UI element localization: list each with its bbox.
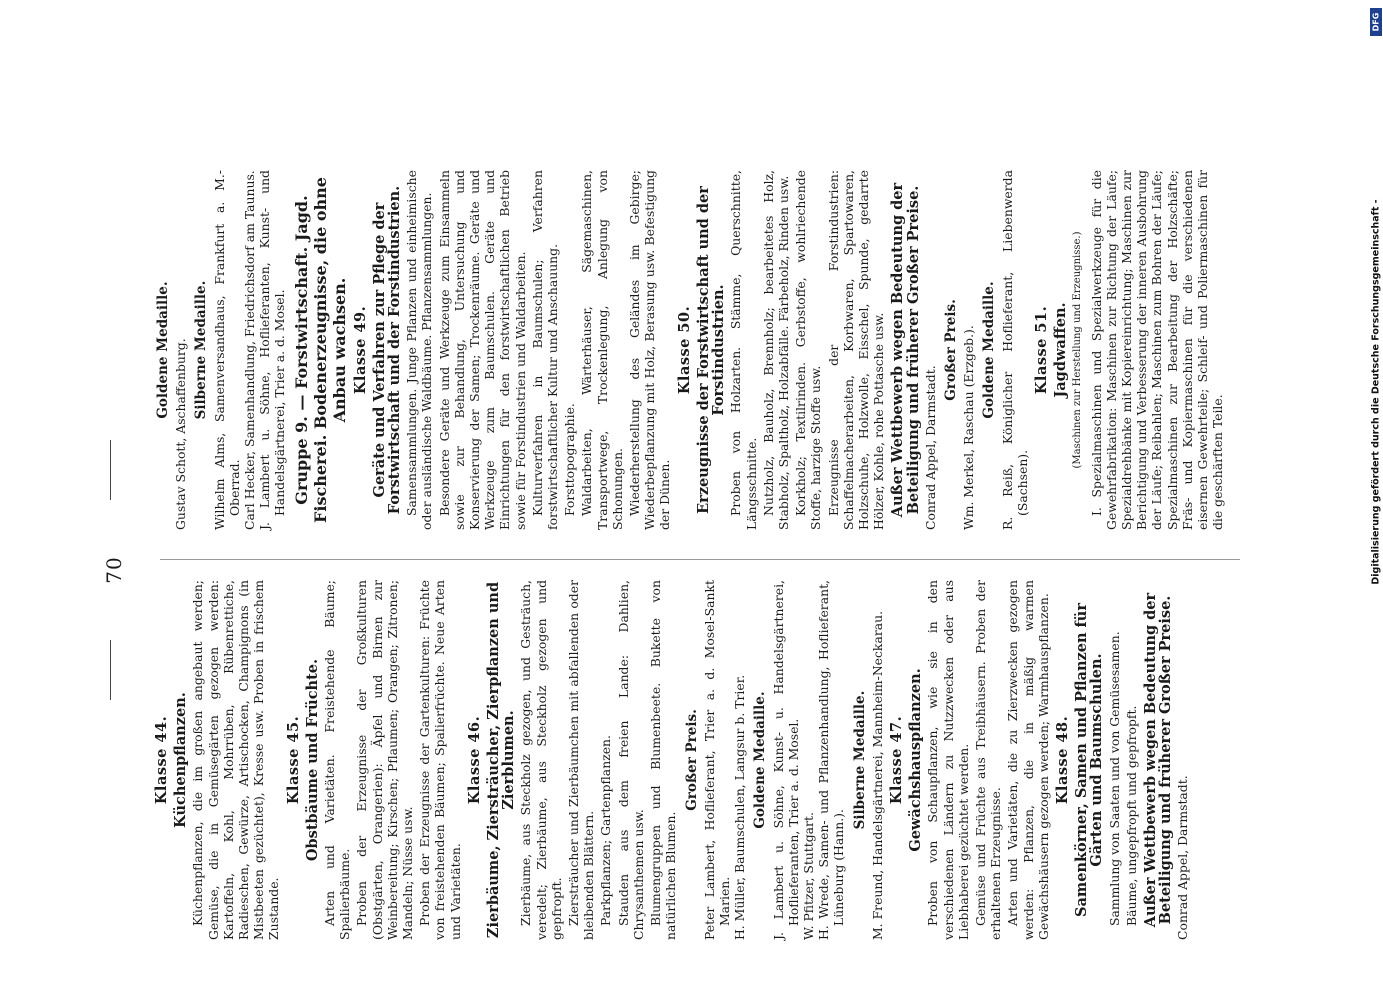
- paragraph: Stauden aus dem freien Lande: Dahlien, Chrysanthemen usw.: [615, 580, 646, 940]
- paragraph: Erzeugnisse der Forstindustrien: Schaffelmacherarbeiten, Korbwaren, Spartowaren, Holzschuhe, Holzwolle, Eisschel, Spunde, gedarrte Hölzer, Kohle, rohe Pottasche usw.: [825, 170, 887, 530]
- page-number: 70: [102, 556, 126, 584]
- award-heading: Goldene Medaille.: [981, 281, 998, 419]
- paragraph: Kulturverfahren in Baumschulen; Verfahren forstwirtschaftlicher Kultur und Anschauung.: [529, 170, 561, 530]
- award-winner: Gustav Schott, Aschaffenburg.: [173, 338, 189, 530]
- award-winner: Wm. Merkel, Raschau (Erzgeb.).: [961, 325, 977, 530]
- section-title: Jagdwaffen.: [1052, 302, 1070, 398]
- paragraph: Wiederherstellung des Geländes im Gebirge; Wiederbepflanzung mit Holz, Berasung usw. Befestigung der Dünen.: [627, 170, 673, 530]
- column-divider: [160, 559, 1240, 560]
- section-title: Zierbäume, Ziersträucher, Zierpflanzen und Zierblumen.: [485, 581, 518, 939]
- award-winner: Conrad Appel, Darmstadt.: [1175, 775, 1191, 940]
- class-heading: Klasse 49.: [351, 305, 369, 395]
- section-title: Geräte und Verfahren zur Pflege der Forstwirtschaft und der Forstindustrien.: [370, 185, 404, 515]
- paragraph: Proben von Schaupflanzen, wie sie in den verschiedenen Ländern zu Nutzzwecken oder aus Liebhaberei gezüchtet werden.: [925, 580, 971, 940]
- award-winner: H. Wrede, Samen- und Pflanzenhandlung, Hoflieferant, Lüneburg (Hann.).: [816, 580, 847, 940]
- paragraph: Nutzholz, Bauholz, Brennholz; bearbeitetes Holz, Stabholz, Spaltholz, Holzabfälle. Färbeholz, Rinden usw.: [760, 170, 791, 530]
- section-title: Gewächshauspflanzen.: [907, 668, 925, 852]
- right-text-column: [150, 170, 1227, 530]
- award-heading: Silberne Medaille.: [193, 280, 210, 420]
- award-winner: Conrad Appel, Darmstadt.: [922, 365, 938, 530]
- paragraph: Küchenpflanzen, die im großen angebaut werden; Gemüse, die in Gemüsegärten gezogen werden: Kartoffeln, Kohl, Mohrrüben, Rübenrettiche, Radieschen, Gewürze, Artischocken, Champignons (in Mistbeeten gezüchtet), Kresse usw. Proben in frischem Zustande.: [190, 580, 282, 940]
- paragraph: Sammlung von Saaten und von Gemüsesamen.: [1106, 631, 1122, 926]
- class-heading: Klasse 48.: [1053, 715, 1071, 805]
- section-title: Außer Wettbewerb wegen Bedeutung der Beteiligung und früherer Großer Preise.: [1141, 592, 1175, 928]
- dfg-logo: DFG: [1370, 8, 1382, 36]
- award-winner: Peter Lambert, Hoflieferant, Trier a. d. Mosel-Sankt Marien.: [701, 580, 732, 940]
- class-heading: Klasse 46.: [465, 715, 483, 805]
- paragraph: Arten und Varietäten, die zu Zierzwecken gezogen werden: Pflanzen, die in mäßig warmen Gewächshäusern gezogen werden; Warmhauspflanzen.: [1005, 580, 1051, 940]
- class-heading: Klasse 45.: [284, 715, 302, 805]
- paragraph: Besondere Geräte und Werkzeuge zum Einsammeln sowie zur Behandlung, Untersuchung und Konservierung der Samen; Trockenräume. Geräte und Werkzeuge zum Baumschulen. Geräte und Einrichtungen für den forstwirtschaftlichen Betrieb sowie für Forstindustrien und Waldarbeiten.: [436, 170, 528, 530]
- paragraph: Bäume, ungepfropft und gepfropft.: [1123, 705, 1139, 926]
- paragraph: Parkpflanzen; Gartenpflanzen.: [598, 735, 614, 926]
- paragraph: Zierbäume, aus Steckholz gezogen, und Gesträuch, veredelt; Zierbäume, aus Steckholz gezogen und gepfropft.: [518, 580, 564, 940]
- award-heading: Silberne Medaille.: [851, 690, 868, 830]
- award-heading: Goldene Medaille.: [752, 691, 769, 829]
- class-heading: Klasse 50.: [675, 305, 693, 395]
- award-winner: R. Reiß, Königlicher Hoflieferant, Liebenwerda (Sachsen).: [999, 170, 1030, 530]
- section-title: Außer Wettbewerb wegen Bedeutung der Beteiligung und früherer Großer Preise.: [889, 182, 922, 518]
- paragraph: I. Spezialmaschinen und Spezialwerkzeuge für die Gewehrfabrikation: Maschinen zur Richtung der Läufe; Spezialdrehbänke mit Kopiereinrichtung; Maschinen zur Berichtigung und Verbesserung der inneren Ausbohrung der Läufe; Reibahlen; Maschinen zum Bohren der Läufe; Spezialmaschinen zur Bearbeitung der Holzschäfte; Fräs- und Kopiermaschinen für die verschiedenen eisernen Gewehrteile; Schleif- und Poliermaschinen für die geschärften Teile.: [1088, 170, 1226, 530]
- paragraph: Ziersträucher und Zierbäumchen mit abfallenden oder bleibenden Blättern.: [566, 580, 597, 940]
- award-winner: J. Lambert u. Söhne, Kunst- u. Handelsgärtnerei, Hoflieferanten, Trier a. d. Mosel.: [770, 580, 801, 940]
- section-title: Küchenpflanzen.: [172, 692, 190, 828]
- paragraph: Gemüse und Früchte aus Treibhäusern. Proben der erhaltenen Erzeugnisse.: [972, 580, 1004, 940]
- section-title: Erzeugnisse der Forstwirtschaft und der Forstindustrien.: [694, 186, 728, 514]
- paragraph: Samensammlungen. Junge Pflanzen und einheimische oder ausländische Waldbäume. Pflanzensammlungen.: [404, 170, 435, 530]
- left-text-column: [150, 580, 1191, 940]
- paragraph: Forsttopographie.: [562, 403, 578, 516]
- award-winner: Carl Hecker, Samenhandlung, Friedrichsdorf am Taunus.: [242, 170, 258, 530]
- award-heading: Großer Preis.: [683, 709, 700, 811]
- class-heading: Klasse 51.: [1032, 305, 1050, 395]
- paragraph: Proben der Erzeugnisse der Großkulturen (Obstgärten, Orangerien): Äpfel und Birnen zur Weinbereitung; Kirschen; Pflaumen; Orangen; Zitronen; Mandeln; Nüsse usw.: [354, 580, 416, 940]
- section-title: Samenkörner, Samen und Pflanzen für Gärten und Baumschulen.: [1073, 603, 1106, 917]
- class-heading: Klasse 47.: [887, 715, 905, 805]
- paragraph: Korkholz; Textilrinden. Gerbstoffe, wohlriechende Stoffe, harzige Stoffe usw.: [793, 170, 824, 530]
- paragraph: Waldarbeiten, Wärterhäuser, Sägemaschinen, Transportwege, Trockenlegung, Anlegung von Schonungen.: [579, 170, 625, 530]
- award-winner: J. Lambert u. Söhne, Hoflieferanten, Kunst- und Handelsgärtnerei, Trier a. d. Mosel.: [257, 170, 288, 530]
- award-heading: Goldene Medaille.: [155, 281, 171, 419]
- section-title: Obstbäume und Früchte.: [303, 658, 321, 862]
- note: (Maschinen zur Herstellung und Erzeugnisse.): [1072, 231, 1084, 469]
- paragraph: Arten und Varietäten. Freistehende Bäume; Spalierbäume.: [322, 580, 353, 940]
- award-winner: M. Freund, Handelsgärtnerei, Mannheim-Neckarau.: [869, 610, 885, 940]
- paragraph: Proben von Holzarten. Stämme, Querschnitte, Längsschnitte.: [728, 170, 759, 530]
- award-winner: H. Müller, Baumschulen, Langsur b. Trier.: [732, 674, 748, 940]
- award-winner: W. Pfitzer, Stuttgart.: [800, 812, 816, 940]
- paragraph: Blumengruppen und Blumenbeete. Bukette von natürlichen Blumen.: [648, 580, 679, 940]
- paragraph: Proben der Erzeugnisse der Gartenkulturen: Früchte von freistehenden Bäumen; Spalierfrüchte. Neue Arten und Varietäten.: [417, 580, 463, 940]
- class-heading: Klasse 44.: [153, 715, 170, 805]
- group-heading: Gruppe 9. — Forstwirtschaft. Jagd. Fischerei. Bodenerzeugnisse, die ohne Anbau wachsen.: [291, 177, 349, 523]
- award-winner: Wilhelm Alms, Samenversandhaus, Frankfurt a. M.-Oberrad.: [211, 170, 242, 530]
- page-number-dash-right: [110, 440, 111, 500]
- award-heading: Großer Preis.: [942, 299, 959, 401]
